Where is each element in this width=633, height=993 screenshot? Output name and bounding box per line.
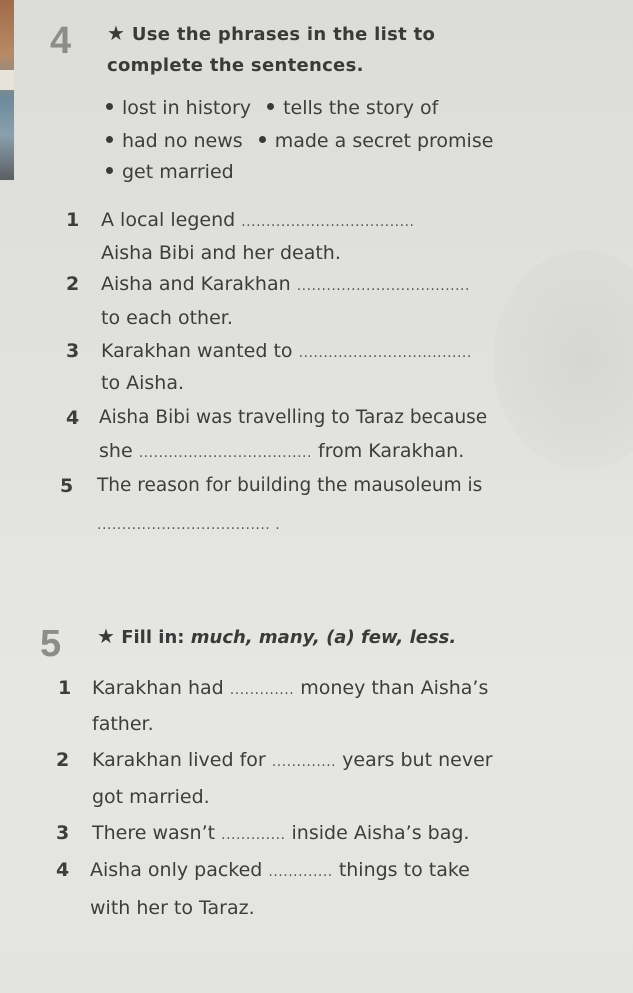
answer-blank[interactable]: ................................... bbox=[298, 345, 472, 361]
phrase-row-2 bbox=[106, 130, 493, 152]
star-icon: ★ bbox=[97, 624, 115, 648]
sentence-text: she bbox=[99, 440, 133, 462]
sentence-line bbox=[92, 822, 469, 844]
sentence-line: with her to Taraz. bbox=[90, 897, 255, 919]
bullet-icon bbox=[259, 136, 266, 143]
bullet-icon bbox=[106, 136, 113, 143]
sentence-line bbox=[101, 340, 472, 362]
sentence-line: to each other. bbox=[101, 307, 233, 329]
sentence-line bbox=[92, 677, 488, 699]
bullet-icon bbox=[267, 103, 274, 110]
sentence-number: 4 bbox=[56, 859, 70, 881]
sentence-text: years but never bbox=[342, 749, 493, 771]
sentence-text: things to take bbox=[338, 859, 470, 881]
sentence-number: 3 bbox=[66, 340, 80, 362]
sentence-line: to Aisha. bbox=[101, 372, 185, 394]
answer-blank[interactable]: ............. bbox=[221, 827, 286, 843]
answer-blank[interactable]: ............. bbox=[268, 864, 333, 880]
bullet-icon bbox=[106, 167, 113, 174]
sentence-text: Aisha only packed bbox=[90, 859, 263, 881]
sentence-text: inside Aisha’s bag. bbox=[291, 822, 470, 844]
sentence-number: 2 bbox=[66, 273, 80, 295]
sentence-line: Aisha Bibi was travelling to Taraz because bbox=[99, 407, 488, 428]
instruction-line-1: Use the phrases in the list to bbox=[131, 24, 436, 45]
sentence-text: A local legend bbox=[101, 209, 236, 231]
sentence-line bbox=[92, 749, 493, 771]
sentence-line: Aisha Bibi and her death. bbox=[101, 242, 341, 264]
answer-blank[interactable]: ................................... . bbox=[97, 517, 281, 533]
sentence-text: from Karakhan. bbox=[318, 440, 465, 462]
bullet-icon bbox=[106, 103, 113, 110]
instruction-line-2: complete the sentences. bbox=[107, 55, 364, 76]
sentence-number: 1 bbox=[58, 677, 72, 699]
sentence-line: father. bbox=[92, 713, 154, 735]
star-icon: ★ bbox=[107, 21, 126, 45]
exercise-5-instruction bbox=[97, 624, 456, 648]
sentence-line bbox=[90, 859, 470, 881]
sentence-text: Karakhan lived for bbox=[92, 749, 266, 771]
sentence-number: 2 bbox=[56, 749, 70, 771]
phrase-row-3 bbox=[106, 161, 234, 183]
answer-blank[interactable]: ............. bbox=[229, 682, 295, 698]
phrase-row-1 bbox=[106, 97, 438, 119]
exercise-4-number: 4 bbox=[50, 20, 72, 62]
exercise-5-number: 5 bbox=[40, 623, 62, 665]
sentence-line bbox=[99, 440, 464, 462]
answer-blank[interactable]: ............. bbox=[271, 754, 337, 770]
instruction-bold: Fill in: bbox=[121, 627, 185, 648]
sentence-line: The reason for building the mausoleum is bbox=[97, 475, 483, 496]
sentence-text: money than Aisha’s bbox=[300, 677, 489, 699]
answer-blank-line[interactable] bbox=[97, 512, 280, 534]
instruction-italic: much, many, (a) few, less. bbox=[190, 627, 457, 648]
sentence-number: 4 bbox=[66, 407, 80, 429]
phrase: made a secret promise bbox=[274, 130, 494, 152]
phrase: get married bbox=[122, 161, 234, 183]
sentence-number: 5 bbox=[60, 475, 74, 497]
answer-blank[interactable]: ................................... bbox=[296, 278, 470, 294]
answer-blank[interactable]: ................................... bbox=[138, 445, 312, 461]
sentence-text: Karakhan had bbox=[92, 677, 224, 699]
exercise-4-instruction bbox=[107, 18, 435, 81]
photo-edge bbox=[0, 0, 14, 180]
phrase: had no news bbox=[122, 130, 243, 152]
sentence-line bbox=[101, 273, 470, 295]
answer-blank[interactable]: ................................... bbox=[241, 214, 415, 230]
sentence-text: There wasn’t bbox=[92, 822, 216, 844]
phrase: lost in history bbox=[122, 97, 252, 119]
sentence-text: Karakhan wanted to bbox=[101, 340, 293, 362]
sentence-number: 3 bbox=[56, 822, 70, 844]
sentence-line bbox=[101, 209, 414, 231]
sentence-number: 1 bbox=[66, 209, 80, 231]
phrase: tells the story of bbox=[283, 97, 439, 119]
page-shadow bbox=[493, 250, 633, 470]
sentence-line: got married. bbox=[92, 786, 210, 808]
sentence-text: Aisha and Karakhan bbox=[101, 273, 291, 295]
